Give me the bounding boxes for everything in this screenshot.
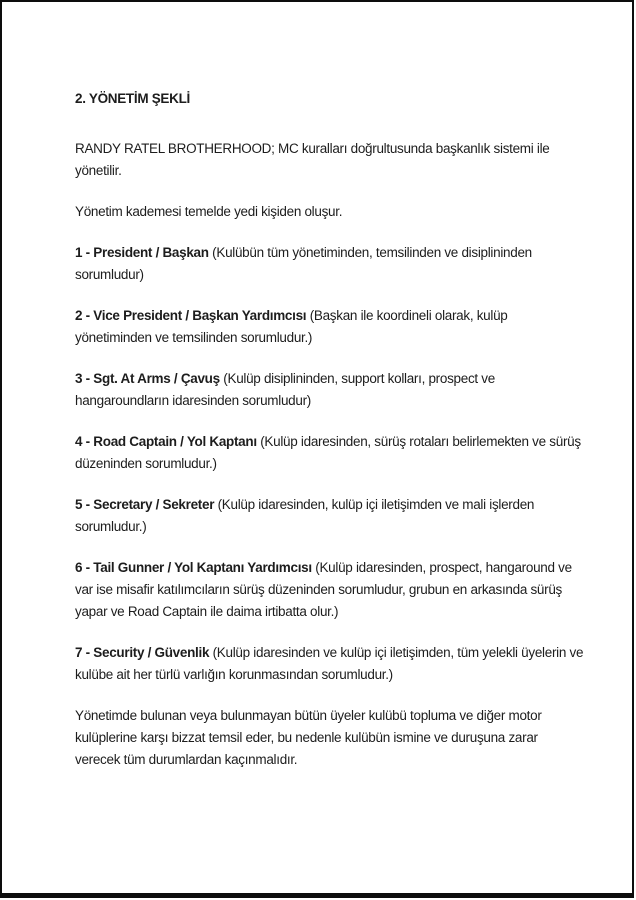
role-description-road-captain: (Kulüp idaresinden, sürüş rotaları belirlemekten ve sürüş düzeninden sorumludur.) — [75, 434, 581, 471]
role-item-sgt-at-arms — [75, 368, 585, 412]
role-item-road-captain — [75, 431, 585, 475]
section-heading: 2. YÖNETİM ŞEKLİ — [75, 91, 190, 106]
role-description-vice-president: (Başkan ile koordineli olarak, kulüp yönetiminden ve temsilinden sorumludur.) — [75, 308, 508, 345]
role-item-security — [75, 642, 585, 686]
role-description-secretary: (Kulüp idaresinden, kulüp içi iletişimden ve mali işlerden sorumludur.) — [75, 497, 535, 534]
role-title-tail-gunner: 6 - Tail Gunner / Yol Kaptanı Yardımcısı — [75, 560, 312, 575]
role-title-secretary: 5 - Secretary / Sekreter — [75, 497, 215, 512]
role-description-sgt-at-arms: (Kulüp disiplininden, support kolları, prospect ve hangaroundların idaresinden sorumludur) — [75, 371, 495, 408]
role-description-tail-gunner: (Kulüp idaresinden, prospect, hangaround ve var ise misafir katılımcıların sürüş düzeninden sorumludur, grubun en arkasında sürüş yapar ve Road Captain ile daima irtibatta olur.) — [75, 560, 572, 619]
role-description-president: (Kulübün tüm yönetiminden, temsilinden ve disiplininden sorumludur) — [75, 245, 532, 282]
role-item-president — [75, 242, 585, 286]
intro-paragraph: RANDY RATEL BROTHERHOOD; MC kuralları doğrultusunda başkanlık sistemi ile yönetilir. — [75, 141, 550, 178]
role-title-security: 7 - Security / Güvenlik — [75, 645, 210, 660]
role-title-president: 1 - President / Başkan — [75, 245, 209, 260]
role-title-sgt-at-arms: 3 - Sgt. At Arms / Çavuş — [75, 371, 220, 386]
role-item-vice-president — [75, 305, 585, 349]
role-title-road-captain: 4 - Road Captain / Yol Kaptanı — [75, 434, 257, 449]
role-item-tail-gunner — [75, 557, 585, 623]
role-title-vice-president: 2 - Vice President / Başkan Yardımcısı — [75, 308, 307, 323]
role-description-security: (Kulüp idaresinden ve kulüp içi iletişimden, tüm yelekli üyelerin ve kulübe ait her türlü varlığın korunmasından sorumludur.) — [75, 645, 584, 682]
overview-paragraph: Yönetim kademesi temelde yedi kişiden oluşur. — [75, 204, 343, 219]
document-content — [75, 88, 585, 790]
closing-paragraph: Yönetimde bulunan veya bulunmayan bütün üyeler kulübü topluma ve diğer motor kulüplerine karşı bizzat temsil eder, bu nedenle kulübün ismine ve duruşuna zarar verecek tüm durumlardan kaçınmalıdır. — [75, 708, 542, 767]
role-item-secretary — [75, 494, 585, 538]
